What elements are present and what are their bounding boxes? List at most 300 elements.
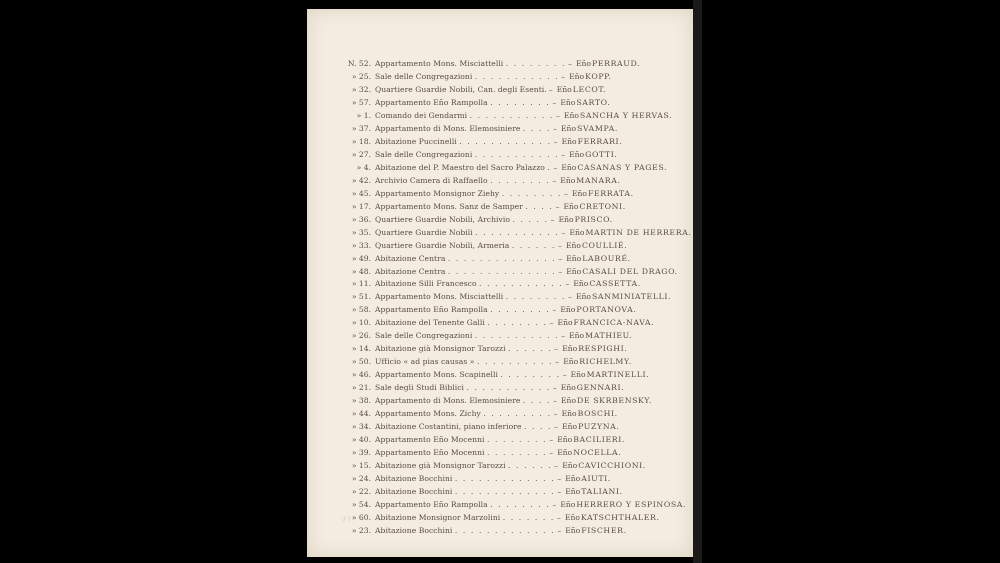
cardinal-name: BACILIERI. [573, 435, 625, 445]
separator-dash: – [564, 188, 568, 198]
location-text: Abitazione Monsignor Marzolini [375, 512, 501, 522]
entry-num: 22. [358, 486, 371, 496]
location-text: Appartamento Mons. Misciattelli [375, 59, 504, 68]
leader-dots: . . . . . . . . . . . [466, 383, 551, 393]
leader-dots: . . . . . . . . . . . [469, 110, 554, 120]
entry-title: Eño [563, 357, 579, 367]
entry-location [375, 317, 548, 330]
entry-title: Eño [569, 227, 585, 237]
entry-title: Eño [565, 240, 581, 250]
entry-title: Eño [566, 253, 582, 263]
location-text: Abitazione già Monsignor Tarozzi [375, 344, 506, 354]
separator-dash: – [552, 499, 557, 509]
entry-title: Eño [557, 448, 573, 458]
entry-number [345, 240, 375, 253]
entry-prefix: » [351, 448, 357, 458]
entry-number [345, 304, 375, 317]
leader-dots: . . . . . . . . . . . . . [454, 474, 556, 483]
separator-dash: – [549, 435, 554, 445]
entry-title: Eño [571, 188, 587, 198]
entry-number [345, 123, 375, 136]
entry-number [345, 343, 375, 356]
entry-num: 42. [358, 175, 371, 185]
entry-prefix: » [356, 110, 362, 120]
entry-num: 24. [358, 474, 371, 483]
leader-dots: . . . . . . . . [490, 305, 551, 315]
entry-title: Eño [560, 383, 576, 393]
entry-title: Eño [561, 396, 577, 406]
entry-prefix: » [351, 188, 357, 198]
cardinal-name: MANARA. [576, 175, 621, 185]
entry-prefix: » [351, 279, 357, 289]
room-assignment-list [345, 58, 692, 538]
separator-dash: – [555, 201, 560, 211]
entry-title: Eño [562, 344, 578, 354]
entry-location [375, 304, 550, 317]
leader-dots: . . . . . . . . . . . [475, 227, 560, 237]
separator-dash: – [557, 474, 562, 483]
separator-dash: – [555, 357, 560, 367]
entry-number [345, 486, 375, 499]
separator-dash: – [561, 331, 566, 341]
entry-prefix: » [351, 123, 357, 133]
list-item [345, 253, 675, 266]
entry-prefix: » [351, 512, 357, 522]
entry-location [375, 71, 559, 84]
entry-num: 52. [358, 59, 371, 68]
entry-location [375, 421, 552, 434]
leader-dots: . . . . [522, 123, 552, 133]
location-text: Appartamento Mons. Zichy [375, 409, 481, 419]
list-item [345, 447, 675, 460]
entry-number [345, 369, 375, 382]
separator-dash: – [554, 422, 558, 432]
entry-location [375, 291, 566, 304]
entry-number [345, 291, 375, 304]
entry-number [345, 97, 375, 110]
entry-num: 1. [363, 110, 371, 120]
cardinal-name: HERRERO Y ESPINOSA. [576, 499, 687, 509]
list-item [345, 434, 675, 447]
location-text: Sale delle Congregazioni [375, 71, 473, 81]
document-page [307, 9, 693, 557]
entry-num: 48. [358, 266, 371, 276]
location-text: Appartamento Mons. Sanz de Samper [375, 201, 523, 211]
entry-num: 14. [358, 344, 371, 354]
list-item [345, 304, 675, 317]
entry-number [345, 525, 375, 538]
entry-num: 17. [358, 201, 371, 211]
entry-location [375, 473, 555, 486]
cardinal-name: KATSCHTHALER. [580, 512, 660, 522]
location-text: Abitazione Puccinelli [375, 136, 457, 146]
separator-dash: – [553, 162, 558, 172]
leader-dots: . . . . . . . . . . . [474, 149, 560, 159]
location-text: Sale degli Studi Biblici [375, 383, 465, 393]
entry-prefix: » [351, 422, 357, 432]
entry-title: Eño [569, 331, 585, 341]
location-text: Quartiere Guardie Nobili, Armeria [375, 240, 510, 250]
list-item [345, 278, 675, 291]
cardinal-name: GOTTI. [585, 149, 618, 159]
cardinal-name: FISCHER. [581, 525, 627, 535]
location-text: Appartamento Eño Rampolla [375, 499, 488, 509]
cardinal-name: SANCHA Y HERVAS. [579, 110, 673, 120]
location-text: Quartiere Guardie Nobili [375, 227, 473, 237]
entry-num: 40. [358, 435, 371, 445]
entry-num: 35. [358, 227, 371, 237]
entry-location [375, 343, 552, 356]
location-text: Comando dei Gendarmi [375, 110, 468, 120]
list-item [345, 343, 675, 356]
entry-prefix: » [351, 253, 357, 263]
separator-dash: – [557, 525, 562, 535]
entry-location [375, 175, 550, 188]
list-item [345, 201, 675, 214]
cardinal-name: BOSCHI. [577, 409, 618, 419]
entry-number [345, 434, 375, 447]
list-item [345, 408, 675, 421]
separator-dash: – [556, 110, 560, 120]
entry-prefix: » [351, 201, 357, 211]
cardinal-name: FRANCICA-NAVA. [573, 318, 655, 328]
cardinal-name: MARTIN DE HERRERA. [585, 227, 692, 237]
leader-dots: . . . . . . . . [490, 97, 551, 107]
cardinal-name: RICHELMY. [579, 357, 632, 367]
entry-location [375, 525, 555, 538]
entry-prefix: » [351, 84, 357, 94]
cardinal-name: COULLIÉ. [581, 240, 628, 250]
entry-number [345, 149, 375, 162]
location-text: Appartamento Eño Mocenni [375, 435, 485, 445]
entry-title: Eño [560, 97, 576, 107]
separator-dash: – [548, 84, 553, 94]
separator-dash: – [562, 370, 567, 380]
cardinal-name: RESPIGHI. [578, 344, 628, 354]
entry-title: Eño [562, 422, 578, 432]
separator-dash: – [549, 448, 554, 458]
entry-location [375, 201, 553, 214]
location-text: Archivio Camera di Raffaello [375, 175, 488, 185]
leader-dots: . . . . . . . . . . . . . . [447, 266, 557, 276]
entry-prefix: » [351, 461, 357, 471]
entry-location [375, 253, 556, 266]
cardinal-name: PORTANOVA. [576, 305, 637, 315]
entry-prefix: » [351, 136, 357, 146]
entry-num: 18. [358, 136, 371, 146]
entry-num: 10. [358, 318, 371, 328]
list-item [345, 149, 675, 162]
entry-num: 45. [358, 188, 371, 198]
entry-title: Eño [561, 123, 577, 133]
entry-num: 11. [358, 279, 371, 289]
leader-dots: . [547, 162, 552, 172]
list-item [345, 175, 675, 188]
entry-num: 27. [358, 149, 371, 159]
location-text: Abitazione già Monsignor Tarozzi [375, 461, 506, 471]
cardinal-name: PUZYNA. [578, 422, 620, 432]
entry-prefix: » [351, 240, 357, 250]
entry-location [375, 97, 550, 110]
separator-dash: – [553, 409, 558, 419]
cardinal-name: FERRARI. [577, 136, 623, 146]
entry-num: 44. [358, 409, 371, 419]
cardinal-name: PRISCO. [574, 214, 613, 224]
entry-location [375, 188, 562, 201]
leader-dots: . . . . . . . . . . . . [459, 136, 552, 146]
location-text: Abitazione Centra [375, 266, 446, 276]
entry-num: 32. [358, 84, 371, 94]
entry-title: Eño [565, 474, 581, 483]
separator-dash: – [568, 292, 572, 302]
leader-dots: . . . . . . . . . . [476, 357, 554, 367]
entry-num: 39. [358, 448, 371, 458]
entry-number [345, 356, 375, 369]
entry-prefix: » [351, 305, 357, 315]
entry-number [345, 408, 375, 421]
entry-num: 26. [358, 331, 371, 341]
entry-title: Eño [560, 305, 576, 315]
cardinal-name: CASSETTA. [589, 279, 641, 289]
entry-prefix: » [351, 318, 357, 328]
list-item [345, 188, 675, 201]
entry-number [345, 175, 375, 188]
entry-number [345, 84, 375, 97]
entry-num: 21. [358, 383, 371, 393]
list-item [345, 240, 675, 253]
entry-prefix: » [356, 162, 362, 172]
entry-num: 57. [358, 97, 371, 107]
separator-dash: – [558, 266, 563, 276]
entry-location [375, 330, 559, 343]
list-item [345, 291, 675, 304]
cardinal-name: CASANAS Y PAGES. [577, 162, 668, 172]
list-item [345, 369, 675, 382]
list-item [345, 110, 675, 123]
cardinal-name: PERRAUD. [591, 59, 641, 68]
leader-dots: . . . . . . . . [487, 318, 548, 328]
leader-dots: . . . . . . . . . . . [474, 331, 560, 341]
entry-location [375, 460, 552, 473]
list-item [345, 473, 675, 486]
entry-prefix: » [351, 357, 357, 367]
cardinal-name: LABOURÉ. [582, 253, 631, 263]
cardinal-name: CAVICCHIONI. [578, 461, 646, 471]
separator-dash: – [557, 512, 561, 522]
location-text: Appartamento Mons. Misciattelli [375, 292, 504, 302]
location-text: Sale delle Congregazioni [375, 149, 473, 159]
cardinal-name: LECOT. [572, 84, 607, 94]
entry-prefix: » [351, 71, 357, 81]
leader-dots: . . . . . . . . [490, 175, 551, 185]
entry-prefix: » [351, 149, 357, 159]
cardinal-name: SANMINIATELLI. [591, 292, 672, 302]
entry-prefix: » [351, 383, 357, 393]
cardinal-name: MARTINELLI. [586, 370, 650, 380]
separator-dash: – [552, 383, 557, 393]
entry-prefix: » [351, 292, 357, 302]
entry-num: 36. [358, 214, 371, 224]
entry-num: 25. [358, 71, 371, 81]
entry-location [375, 499, 550, 512]
list-item [345, 330, 675, 343]
location-text: Abitazione del Tenente Galli [375, 318, 485, 328]
leader-dots: . . . . . . . [502, 512, 555, 522]
location-text: Abitazione Centra [375, 253, 446, 263]
entry-location [375, 110, 554, 123]
separator-dash: – [554, 344, 559, 354]
separator-dash: – [565, 279, 570, 289]
entry-location [375, 136, 552, 149]
entry-location [375, 214, 549, 227]
list-item [345, 317, 675, 330]
list-item [345, 525, 675, 538]
entry-title: Eño [573, 279, 589, 289]
entry-location [375, 240, 556, 253]
entry-num: 38. [358, 396, 371, 406]
list-item [345, 214, 675, 227]
location-text: Abitazione Costantini, piano inferiore [375, 422, 522, 432]
entry-number [345, 110, 375, 123]
entry-prefix: » [351, 435, 357, 445]
entry-location [375, 369, 561, 382]
location-text: Abitazione Silli Francesco [375, 279, 477, 289]
cardinal-name: DE SKRBENSKY. [577, 396, 653, 406]
separator-dash: – [552, 305, 557, 315]
list-item [345, 499, 687, 512]
entry-title: Eño [563, 110, 579, 120]
list-item [345, 71, 675, 84]
separator-dash: – [553, 136, 558, 146]
leader-dots: . . . . . . . . . . . [474, 71, 560, 81]
entry-prefix: » [351, 486, 357, 496]
separator-dash: – [558, 253, 563, 263]
cardinal-name: CASALI DEL DRAGO. [582, 266, 678, 276]
entry-title: Eño [560, 175, 576, 185]
entry-num: 23. [358, 525, 371, 535]
list-item [345, 421, 675, 434]
entry-prefix: » [351, 344, 357, 354]
leader-dots: . . . . . . . . . . . . . [454, 486, 556, 496]
cardinal-name: MATHIEU. [585, 331, 633, 341]
entry-location [375, 149, 559, 162]
cardinal-name: TALIANI. [581, 486, 623, 496]
entry-number [345, 473, 375, 486]
location-text: Appartamento Monsignor Ziehy [375, 188, 500, 198]
entry-title: Eño [561, 409, 577, 419]
entry-title: Eño [566, 266, 582, 276]
entry-title: Eño [569, 149, 585, 159]
leader-dots: . . . . . . . . [486, 448, 548, 458]
cardinal-name: AIUTI. [581, 474, 611, 483]
entry-prefix: » [351, 266, 357, 276]
entry-title: Eño [564, 512, 580, 522]
entry-location [375, 162, 551, 175]
location-text: Quartiere Guardie Nobili, Archivio [375, 214, 510, 224]
entry-number [345, 162, 375, 175]
entry-number [345, 499, 375, 512]
entry-number [345, 136, 375, 149]
location-text: Appartamento Mons. Scapinelli [375, 370, 498, 380]
entry-number [345, 317, 375, 330]
entry-prefix: » [351, 331, 357, 341]
entry-title: Eño [557, 318, 573, 328]
entry-location [375, 58, 566, 71]
entry-title: Eño [563, 201, 579, 211]
cardinal-name: SVAMPA. [577, 123, 618, 133]
location-text: Abitazione Bocchini [375, 525, 453, 535]
leader-dots: . . . . . . . . . [483, 409, 552, 419]
entry-title: Eño [565, 525, 581, 535]
cardinal-name: SARTO. [576, 97, 611, 107]
list-item [345, 460, 675, 473]
entry-number [345, 58, 375, 71]
entry-number [345, 460, 375, 473]
entry-number [345, 330, 375, 343]
separator-dash: – [553, 396, 557, 406]
entry-num: 58. [358, 305, 371, 315]
list-item [345, 162, 675, 175]
entry-num: 33. [358, 240, 371, 250]
list-item [345, 512, 675, 525]
separator-dash: – [561, 71, 566, 81]
faint-pencil-mark: ·/ ) [341, 515, 351, 523]
entry-num: 4. [363, 162, 371, 172]
leader-dots: . . . . [525, 201, 554, 211]
cardinal-name: GENNARI. [576, 383, 625, 393]
separator-dash: – [558, 240, 562, 250]
leader-dots: . . . . . . . . . . . . . . [447, 253, 557, 263]
location-text: Appartamento Eño Rampolla [375, 97, 488, 107]
location-text: Abitazione Bocchini [375, 486, 453, 496]
entry-prefix: » [351, 396, 357, 406]
separator-dash: – [568, 59, 572, 68]
entry-number [345, 421, 375, 434]
entry-num: 51. [358, 292, 371, 302]
entry-number [345, 382, 375, 395]
leader-dots: . . . . . . [511, 240, 556, 250]
entry-location [375, 512, 555, 525]
entry-location [375, 434, 547, 447]
entry-location [375, 382, 551, 395]
location-text: Appartamento di Mons. Elemosiniere [375, 396, 521, 406]
entry-title: Eño [562, 461, 578, 471]
leader-dots: . . . . . [512, 214, 549, 224]
entry-prefix: » [351, 409, 357, 419]
list-item [345, 97, 675, 110]
separator-dash: – [552, 97, 557, 107]
entry-number [345, 266, 375, 279]
entry-location [375, 266, 556, 279]
separator-dash: – [549, 318, 554, 328]
list-item [345, 266, 678, 279]
entry-prefix: » [351, 227, 357, 237]
entry-title: Eño [561, 136, 577, 146]
list-item [345, 486, 675, 499]
list-item [345, 395, 675, 408]
entry-num: 46. [358, 370, 371, 380]
cardinal-name: NOCELLA. [573, 448, 622, 458]
entry-location [375, 408, 552, 421]
entry-location [375, 356, 553, 369]
location-text: Abitazione Bocchini [375, 474, 453, 483]
location-text: Abitazione del P. Maestro del Sacro Palazzo [375, 162, 545, 172]
separator-dash: – [553, 123, 557, 133]
leader-dots: . . . . . . . . . . . . . [454, 525, 556, 535]
page-edge-shadow [693, 0, 702, 563]
entry-location [375, 227, 559, 240]
location-text: Ufficio « ad pias causas » [375, 357, 475, 367]
